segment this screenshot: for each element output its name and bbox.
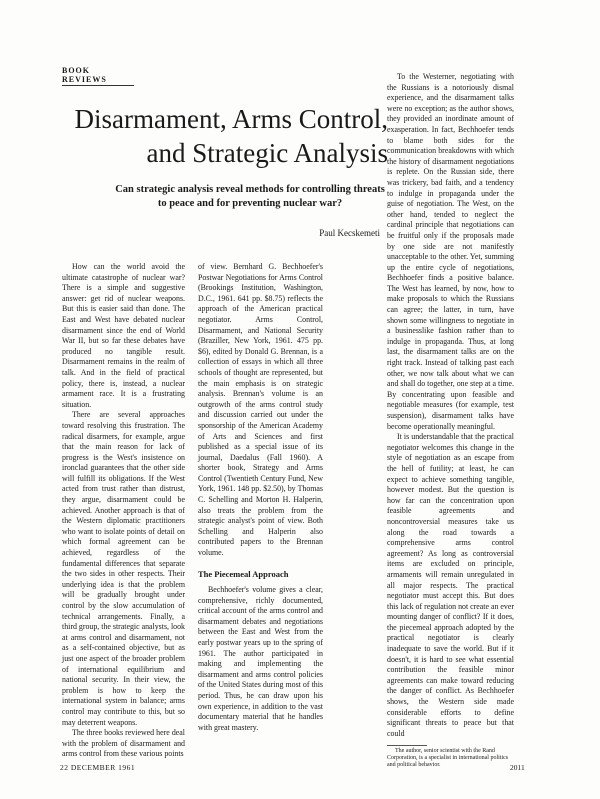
paragraph: There are several approaches toward resolving this frustration. The radical disarmers, for example, argue that the main reason for lack of progress is the West's insistence on ironclad guarantees that the other side will fulfill its obligations. If the West acted from trust rather than distrust, they argue, disarmament could be achieved. Another approach is that of the Western diplomatic practitioners who want to isolate points of detail on which formal agreement can be achieved, regardless of the fundamental differences that separate the two sides in other respects. Their underlying idea is that the problem will be gradually brought under control by the slow accumulation of technical arrangements. Finally, a third group, the strategic analysts, look at arms control and disarmament, not as a self-contained objective, but as just one aspect of the broader problem of international equilibrium and national security. In their view, the problem is how to keep the international system in balance; arms control may contribute to this, but so may deterrent weapons.	[62, 410, 185, 727]
author-name: Paul Kecskemeti	[319, 228, 380, 238]
article-subtitle: Can strategic analysis reveal methods for controlling threats to peace and for preventing nuclear war?	[115, 184, 385, 209]
column-2	[198, 262, 323, 562]
column-3	[387, 72, 514, 772]
paragraph: Bechhoefer's volume gives a clear, comprehensive, richly documented, critical account of the arms control and disarmament debates and negotiations between the East and West from the early postwar years up to the spring of 1961. The author participated in making and implementing the disarmament and arms control policies of the United States during most of this period. Thus, he can draw upon his own experience, in addition to the vast documentary material that he handles with great mastery.	[198, 585, 323, 732]
section-label: BOOK REVIEWS	[62, 66, 134, 86]
author-footnote: The author, senior scientist with the Rand Corporation, is a specialist in international politics and political behavior.	[387, 748, 509, 768]
column-2-continued	[198, 585, 323, 760]
footer-date: 22 DECEMBER 1961	[60, 763, 136, 772]
column-1	[62, 262, 185, 759]
paragraph: How can the world avoid the ultimate catastrophe of nuclear war? There is a simple and suggestive answer: get rid of nuclear weapons. But this is easier said than done. The East and West have debated nuclear disarmament since the end of World War II, but so far these debates have produced no tangible result. Disarmament remains in the realm of talk. And in the field of practical policy, there is, instead, a nuclear armament race. It is a frustrating situation.	[62, 262, 185, 409]
article-title: Disarmament, Arms Control, and Strategic Analysis	[74, 104, 388, 168]
section-heading: The Piecemeal Approach	[198, 569, 289, 579]
page-number: 2011	[510, 763, 525, 772]
paragraph: To the Westerner, negotiating with the Russians is a notoriously dismal experience, and the disarmament talks were no exception; as the author shows, they provided an inordinate amount of exasperation. In fact, Bechhoefer tends to blame both sides for the communication breakdowns with which the history of disarmament negotiations is replete. On the Russian side, there was trickery, bad faith, and a tendency to indulge in propaganda under the guise of negotiation. The West, on the other hand, tended to neglect the cardinal principle that negotiations can be fruitful only if the proposals made by one side are not manifestly unacceptable to the other. Yet, summing up the entire cycle of negotiations, Bechhoefer finds a positive balance. The West has learned, by now, how to make proposals to which the Russians can agree; the latter, in turn, have shown some willingness to negotiate in a businesslike fashion rather than to indulge in propaganda. Thus, at long last, the disarmament talks are on the right track. Instead of talking past each other, we now talk about what we can and shall do together, one step at a time. By concentrating upon feasible and negotiable measures (for example, test suspension), disarmament talks have become operationally meaningful.	[387, 72, 514, 431]
footnote-divider	[387, 745, 427, 746]
paragraph: The three books reviewed here deal with the problem of disarmament and arms control from these various points	[62, 728, 185, 759]
paragraph: of view. Bernhard G. Bechhoefer's Postwar Negotiations for Arms Control (Brookings Institution, Washington, D.C., 1961. 641 pp. $8.75) reflects the approach of the American practical negotiator. Arms Control, Disarmament, and National Security (Braziller, New York, 1961. 475 pp. $6), edited by Donald G. Brennan, is a collection of essays in which all three schools of thought are represented, but the main emphasis is on strategic analysis. Brennan's volume is an outgrowth of the arms control study and discussion carried out under the sponsorship of the American Academy of Arts and Sciences and first published as a special issue of its journal, Daedalus (Fall 1960). A shorter book, Strategy and Arms Control (Twentieth Century Fund, New York, 1961. 148 pp. $2.50), by Thomas C. Schelling and Morton H. Halperin, also treats the problem from the strategic analyst's point of view. Both Schelling and Halperin also contributed papers to the Brennan volume.	[198, 262, 323, 558]
paragraph: It is understandable that the practical negotiator welcomes this change in the style of negotiation as an escape from the hell of futility; at least, he can expect to achieve something tangible, however modest. But the question is how far can the concentration upon feasible agreements and noncontroversial measures take us along the road towards a comprehensive arms control agreement? As long as controversial items are excluded on principle, armaments will remain unregulated in all major respects. The practical negotiator must accept this. But does this lack of regulation not create an ever mounting danger of conflict? If it does, the piecemeal approach adopted by the practical negotiator is clearly inadequate to save the world. But if it doesn't, it is hard to see what essential contribution the feasible minor agreements can make toward reducing the danger of conflict. As Bechhoefer shows, the Western side made considerable efforts to define significant threats to peace but that could	[387, 432, 514, 738]
